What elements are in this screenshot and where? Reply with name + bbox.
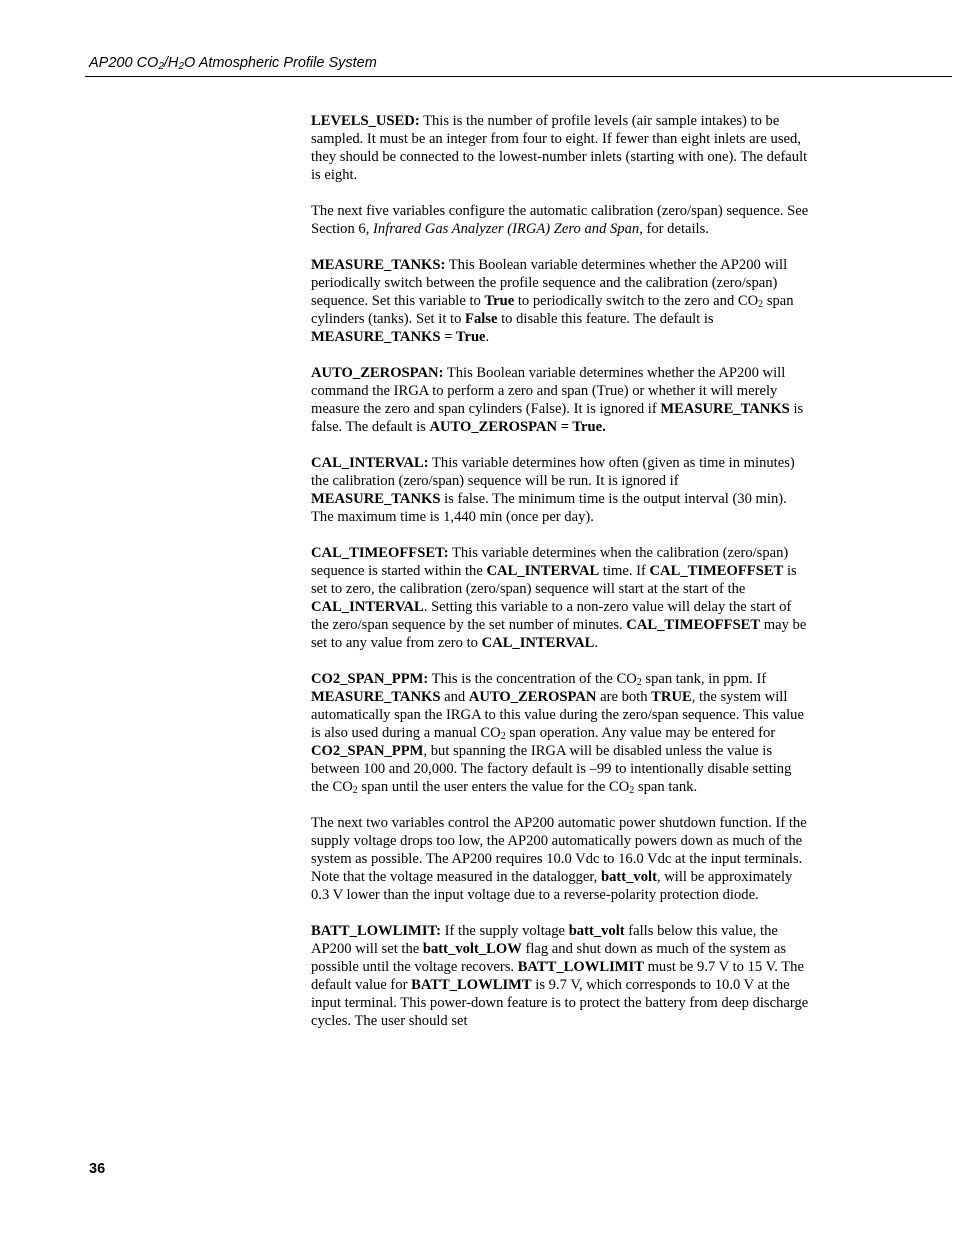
text-run: to disable this feature. The default is: [497, 311, 714, 327]
bold-term: False: [465, 311, 498, 327]
subscript: 2: [758, 299, 764, 310]
text-run: span operation. Any value may be entered for: [505, 725, 776, 741]
text-run: span cylinders (tanks). Set it to: [311, 293, 794, 327]
paragraph-co2-span-ppm: [311, 670, 811, 796]
bold-term: CAL_INTERVAL: [311, 599, 424, 615]
text-run: must be 9.7 V to 15 V. The default value for: [311, 959, 804, 993]
text-run: span tank.: [634, 779, 698, 795]
text-run: The next two variables control the AP200 automatic power shutdown function. If the supply voltage drops too low, the AP200 automatically powers down as much of the system as possible. The AP200 requires 10.0 Vdc to 16.0 Vdc at the input terminals. Note that the voltage measured in the datalogger,: [311, 815, 807, 885]
bold-term: MEASURE_TANKS = True: [311, 329, 486, 345]
bold-term: CAL_TIMEOFFSET:: [311, 545, 449, 561]
bold-term: True: [484, 293, 515, 309]
bold-term: MEASURE_TANKS: [311, 689, 441, 705]
header-subscript: 2: [178, 61, 184, 72]
text-run: This variable determines when the calibration (zero/span) sequence is started within the: [311, 545, 789, 579]
text-run: This is the number of profile levels (air sample intakes) to be sampled. It must be an integer from four to eight. If fewer than eight inlets are used, they should be connected to the lowest-number inlets (starting with one). The default is eight.: [311, 113, 808, 183]
text-run: may be set to any value from zero to: [311, 617, 807, 651]
italic-reference: Infrared Gas Analyzer (IRGA) Zero and Span: [373, 221, 640, 237]
paragraph-batt-lowlimit: [311, 922, 811, 1030]
text-run: , but spanning the IRGA will be disabled unless the value is between 100 and 20,000. The factory default is –99 to intentionally disable setting the CO: [311, 743, 792, 795]
running-header: [89, 55, 939, 71]
paragraph-cal-interval: [311, 454, 811, 526]
text-run: . Setting this variable to a non-zero value will delay the start of the zero/span sequence by the set number of minutes.: [311, 599, 792, 633]
text-run: falls below this value, the AP200 will set the: [311, 923, 778, 957]
bold-term: LEVELS_USED:: [311, 113, 420, 129]
bold-term: CAL_INTERVAL:: [311, 455, 429, 471]
header-text: AP200 CO: [89, 55, 159, 71]
paragraph-levels-used: [311, 112, 811, 184]
subscript: 2: [629, 785, 635, 796]
bold-term: CAL_TIMEOFFSET: [649, 563, 784, 579]
paragraph-measure-tanks: [311, 256, 811, 346]
bold-term: AUTO_ZEROSPAN: [468, 689, 597, 705]
text-run: is 9.7 V, which corresponds to 10.0 V at the input terminal. This power-down feature is to protect the battery from deep discharge cycles. The user should set: [311, 977, 809, 1029]
text-run: span tank, in ppm. If: [641, 671, 767, 687]
subscript: 2: [352, 785, 358, 796]
text-run: This is the concentration of the CO: [428, 671, 637, 687]
text-run: The next five variables configure the automatic calibration (zero/span) sequence. See Section 6,: [311, 203, 809, 237]
text-run: time. If: [599, 563, 650, 579]
header-subscript: 2: [158, 61, 164, 72]
text-run: .: [485, 329, 490, 345]
header-text: O Atmospheric Profile System: [183, 55, 377, 71]
header-rule: [85, 76, 952, 77]
bold-term: MEASURE_TANKS: [660, 401, 790, 417]
bold-term: TRUE: [651, 689, 692, 705]
text-run: is set to zero, the calibration (zero/span) sequence will start at the start of the: [311, 563, 797, 597]
text-run: If the supply voltage: [441, 923, 569, 939]
subscript: 2: [636, 677, 642, 688]
paragraph-calibration-intro: [311, 202, 811, 238]
bold-term: CO2_SPAN_PPM:: [311, 671, 429, 687]
bold-term: AUTO_ZEROSPAN:: [311, 365, 444, 381]
paragraph-cal-timeoffset: [311, 544, 811, 652]
text-run: span until the user enters the value for the CO: [357, 779, 630, 795]
text-run: .: [594, 635, 599, 651]
bold-term: MEASURE_TANKS: [311, 491, 441, 507]
text-run: and: [440, 689, 469, 705]
bold-term: batt_volt_LOW: [422, 941, 522, 957]
bold-term: BATT_LOWLIMIT:: [311, 923, 442, 939]
bold-term: CAL_INTERVAL: [486, 563, 600, 579]
text-run: This Boolean variable determines whether the AP200 will periodically switch between the profile sequence and the calibration (zero/span) sequence. Set this variable to: [311, 257, 788, 309]
text-run: This Boolean variable determines whether the AP200 will command the IRGA to perform a zero and span (True) or whether it will merely measure the zero and span cylinders (False). It is ignored if: [311, 365, 786, 417]
bold-term: BATT_LOWLIMIT: [517, 959, 644, 975]
text-run: are both: [596, 689, 652, 705]
bold-term: AUTO_ZEROSPAN = True.: [429, 419, 606, 435]
text-run: is false. The minimum time is the output interval (30 min). The maximum time is 1,440 min (once per day).: [311, 491, 787, 525]
text-run: , for details.: [639, 221, 709, 237]
paragraph-auto-zerospan: [311, 364, 811, 436]
bold-term: BATT_LOWLIMT: [411, 977, 532, 993]
text-run: flag and shut down as much of the system as possible until the voltage recovers.: [311, 941, 787, 975]
text-run: , will be approximately 0.3 V lower than the input voltage due to a reverse-polarity protection diode.: [311, 869, 793, 903]
text-run: to periodically switch to the zero and CO: [514, 293, 759, 309]
text-run: is false. The default is: [311, 401, 804, 435]
page-number: 36: [89, 1161, 106, 1177]
bold-term: CAL_TIMEOFFSET: [626, 617, 761, 633]
header-text: /H: [163, 55, 179, 71]
text-run: , the system will automatically span the IRGA to this value during the zero/span sequence. This value is also used during a manual CO: [311, 689, 804, 741]
text-run: This variable determines how often (given as time in minutes) the calibration (zero/span) sequence will be run. It is ignored if: [311, 455, 795, 489]
bold-term: batt_volt: [568, 923, 625, 939]
bold-term: CAL_INTERVAL: [481, 635, 595, 651]
body-text: [311, 112, 811, 1048]
paragraph-power-shutdown-intro: [311, 814, 811, 904]
bold-term: CO2_SPAN_PPM: [311, 743, 424, 759]
bold-term: MEASURE_TANKS:: [311, 257, 446, 273]
subscript: 2: [500, 731, 506, 742]
bold-term: batt_volt: [600, 869, 657, 885]
